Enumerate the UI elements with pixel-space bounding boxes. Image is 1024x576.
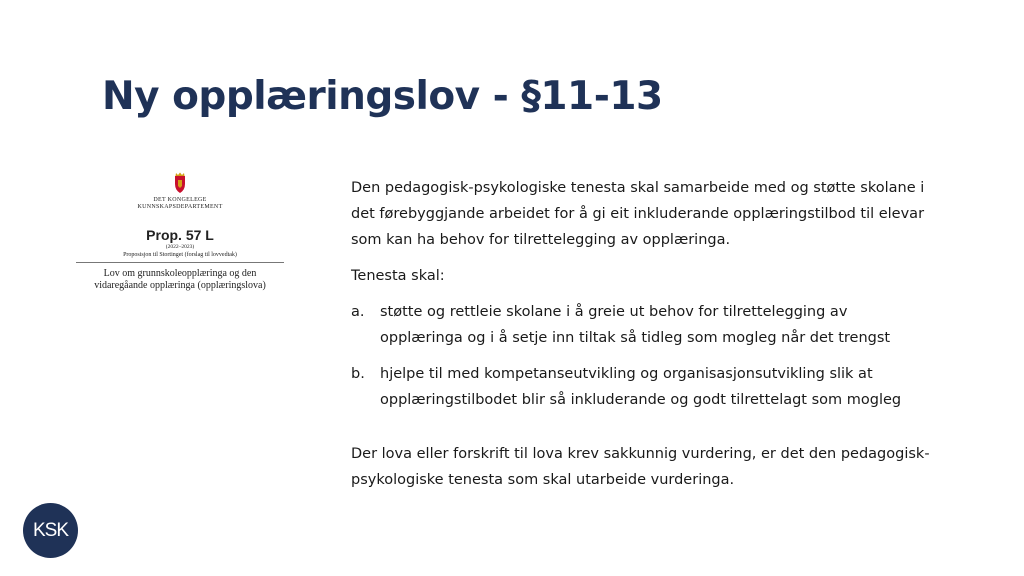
ministry-name-line2: KUNNSKAPSDEPARTEMENT — [137, 204, 223, 210]
list-marker: b. — [351, 366, 365, 382]
list-item-text: hjelpe til med kompetanseutvikling og organisasjonsutvikling slik at opplæringstilbodet blir så inkluderande og godt tilrettelagt som mogleg — [380, 366, 902, 408]
doc-subtitle-line2: vidaregåande opplæringa (opplæringslova) — [94, 280, 266, 291]
divider — [76, 262, 284, 263]
prop-document-thumbnail — [70, 172, 290, 292]
list-marker: a. — [351, 304, 365, 320]
prop-years: (2022–2023) — [165, 244, 195, 250]
coat-of-arms-icon — [172, 172, 188, 194]
list-item — [351, 299, 931, 351]
prop-type: Proposisjon til Stortinget (forslag til lovvedtak) — [123, 252, 237, 258]
body-text — [351, 175, 931, 493]
intro-paragraph: Den pedagogisk-psykologiske tenesta skal samarbeide med og støtte skolane i det førebyggjande arbeidet for å gi eit inkluderande opplæringstilbod til elevar som kan ha behov for tilrettelegging av opplæringa. — [351, 180, 925, 248]
list-item-text: støtte og rettleie skolane i å greie ut behov for tilrettelegging av opplæringa og i å setje inn tiltak så tidleg som mogleg når det trengst — [380, 304, 891, 346]
closing-paragraph: Der lova eller forskrift til lova krev sakkunnig vurdering, er det den pedagogisk-psykologiske tenesta som skal utarbeide vurderinga. — [351, 446, 930, 488]
slide-title: Ny opplæringslov - §11-13 — [102, 74, 663, 119]
ministry-name-line1: DET KONGELEGE — [153, 197, 207, 203]
prop-number: Prop. 57 L — [146, 227, 214, 243]
doc-subtitle-line1: Lov om grunnskoleopplæringa og den — [103, 268, 257, 279]
logo-text: KSK — [32, 519, 69, 541]
list-item — [351, 361, 931, 413]
lead-paragraph: Tenesta skal: — [351, 268, 445, 284]
ksk-logo — [23, 503, 78, 558]
